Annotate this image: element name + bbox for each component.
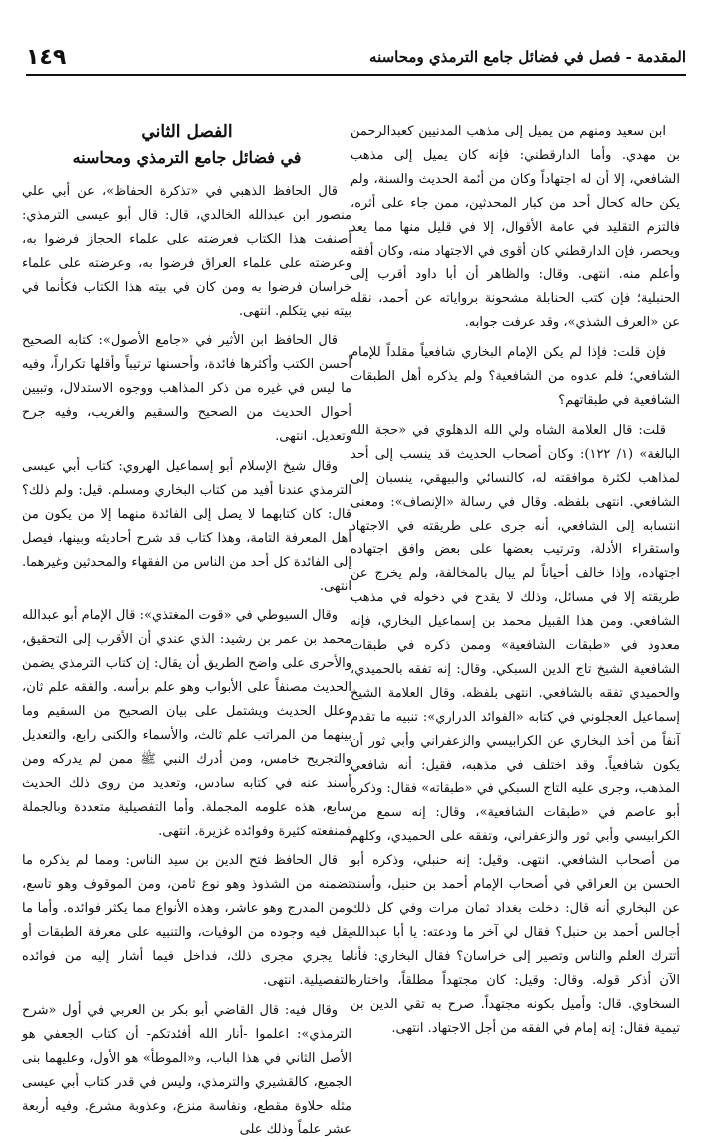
page-number: ١٤٩ bbox=[26, 44, 67, 70]
section-heading bbox=[22, 120, 352, 170]
paragraph: قلت: قال العلامة الشاه ولي الله الدهلوي في «حجة الله البالغة» (١/ ١٢٢): وكان أصحاب الحديث قد ينسب إلى أحد لمذاهب لكثرة موافقته له، كالنسائي والبيهقي، ينسبان إلى الشافعي. انتهى بلفظه. وقال في رسالة «الإنصاف»: ومعنى انتسابه إلى الشافعي، أنه جرى على طريقته في الاجتهاد واستقراء الأدلة، وترتيب بعضها على بعض وافق اجتهاده اجتهاده، وإذا خالف أحياناً لم يبال بالمخالفة، ولم يخرج عن طريقته إلا في مسائل، وذلك لا يقدح في دخوله في مذهب الشافعي. ومن هذا القبيل محمد بن إسماعيل البخاري، فإنه معدود في «طبقات الشافعية» وممن ذكره في طبقات الشافعية الشيخ تاج الدين السبكي. وقال: إنه تفقه بالحميدي، والحميدي تفقه بالشافعي. انتهى بلفظه. وقال العلامة الشيخ إسماعيل العجلوني في كتابه «الفوائد الدراري»: تنبيه ما تقدم آنفاً من أخذ البخاري عن الكرابيسي والزعفراني وأبي ثور أن يكون شافعياً. وقد اختلف في مذهبه، فقيل: أنه شافعي المذهب، وجرى عليه التاج السبكي في «طبقاته» فقال: وذكره أبو عاصم في «طبقات الشافعية»، وقال: إنه سمع من الكرابيسي وأبي ثور والزعفراني، وتفقه على الحميدي، وكلهم من أصحاب الشافعي. انتهى. وقيل: إنه حنبلي، وذكره أبو الحسن بن العراقي في أصحاب الإمام أحمد بن حنبل، وأسند عن البخاري أنه قال: دخلت بغداد ثمان مرات وفي كل ذلك أجالس أحمد بن حنبل؟ فقال لي آخر ما ودعته: يا أبا عبدالله أتترك العلم والناس وتصير إلى خراسان؟ فقال البخاري: فأنا الآن أذكر قوله. وقال: وقيل: كان مجتهداً مطلقاً، واختاره السخاوي. قال: وأميل بكونه مجتهداً. صرح به تقي الدين بن تيمية فقال: إنه إمام في الفقه من أجل الاجتهاد. انتهى. bbox=[350, 422, 680, 1036]
paragraph: وقال فيه: قال القاضي أبو بكر بن العربي في أول «شرح الترمذي»: اعلموا -أنار الله أفئدتكم- أن كتاب الجعفي هو الأصل الثاني في هذا الباب، و«الموطأ» هو الأول، وعليهما بنى الجميع، كالقشيري والترمذي، وليس في قدر كتاب أبي عيسى مثله حلاوة مقطع، ونفاسة منزع، وعذوبة مشرع. وفيه أربعة عشر علماً وذلك على bbox=[22, 1002, 352, 1138]
paragraph: ابن سعيد ومنهم من يميل إلى مذهب المدنيين كعبدالرحمن بن مهدي. وأما الدارقطني: فإنه كان يميل إلى مذهب الشافعي، إلا أن له اجتهاداً وكان من أئمة الحديث والسنة، ولم يكن حاله كحال أحد من كبار المحدثين، ممن جاء على أثره، فالتزم التقليد في عامة الأقوال، إلا في قليل منها مما يعد ويحصر، فإن الدارقطني كان أقوى في الاجتهاد منه، وكان أفقه وأعلم منه. انتهى. وقال: والظاهر أن أبا داود أقرب إلى الحنبلية؛ فإن كتب الحنابلة مشحونة برواياته عن أحمد، نقله عن «العرف الشذي»، وقد عرفت جوابه. bbox=[350, 124, 680, 331]
paragraph: وقال السيوطي في «قوت المغتذي»: قال الإمام أبو عبدالله محمد بن عمر بن رشيد: الذي عندي أن الأقرب إلى التحقيق، والأحرى على واضح الطريق أن يقال: إن كتاب الترمذي يضمن الحديث مصنفاً على الأبواب وهو علم برأسه. والفقه علم ثان، وعلل الحديث ويشتمل على بيان الصحيح من السقيم وما بينهما من المراتب علم ثالث، والأسماء والكنى رابع، والتعديل والتجريح خامس، ومن أدرك النبي ﷺ ممن لم يدركه ومن أسند عنه في كتابه سادس، وتعديد من روى ذلك الحديث سابع، هذه علومه المجملة. وأما التفصيلية متعددة وبالجملة فمنفعته كثيرة وفوائده غزيرة. انتهى. bbox=[22, 608, 352, 839]
section-subtitle: في فضائل جامع الترمذي ومحاسنه bbox=[72, 148, 302, 167]
left-column bbox=[22, 120, 352, 1138]
section-title: الفصل الثاني bbox=[141, 122, 233, 142]
paragraph: قال الحافظ فتح الدين بن سيد الناس: ومما لم يذكره ما تضمنه من الشذوذ وهو نوع ثامن، ومن الموقوف وهو تاسع، ومن المدرج وهو عاشر، وهذه الأنواع مما يكثر فوائده. وأما ما يقل فيه وجوده من الوفيات، والتنبيه على معرفة الطبقات أو ما يجري مجرى ذلك، فداخل فيما أشار إليه من فوائده التفصيلية. انتهى. bbox=[22, 853, 352, 988]
right-column bbox=[350, 120, 680, 1100]
running-title: المقدمة - فصل في فضائل جامع الترمذي ومحاسنه bbox=[369, 48, 686, 66]
paragraph: قال الحافظ الذهبي في «تذكرة الحفاظ»، عن أبي علي منصور ابن عبدالله الخالدي، قال: قال أبو عيسى الترمذي: أصنفت هذا الكتاب فعرضته على علماء الحجاز فرضوا به، وعرضته على علماء العراق فرضوا به، وعرضته على علماء خراسان فرضوا به ومن كان في بيته هذا الكتاب فكأنما في بيته نبي يتكلم. انتهى. bbox=[22, 184, 352, 319]
paragraph: قال الحافظ ابن الأثير في «جامع الأصول»: كتابه الصحيح أحسن الكتب وأكثرها فائدة، وأحسنها ترتيباً وأقلها تكراراً، وفيه ما ليس في غيره من ذكر المذاهب ووجوه الاستدلال، وتبيين أحوال الحديث من الصحيح والسقيم والغريب، وفيه جرح وتعديل. انتهى. bbox=[22, 333, 352, 445]
paragraph: فإن قلت: فإذا لم يكن الإمام البخاري شافعياً مقلداً للإمام الشافعي؛ فلم عدوه من الشافعية؟ ولم يذكره أهل الطبقات الشافعية في طبقاتهم؟ bbox=[350, 345, 680, 408]
paragraph: وقال شيخ الإسلام أبو إسماعيل الهروي: كتاب أبي عيسى الترمذي عندنا أفيد من كتاب البخاري ومسلم. قيل: ولم ذلك؟ قال: كان كتابهما لا يصل إلى الفائدة منهما إلا من يكون من أهل المعرفة التامة، وهذا كتاب قد شرح أحاديثه وبينها، فيصل إلى الفائدة كل أحد من الناس من الفقهاء والمحدثين وغيرهما. انتهى. bbox=[22, 458, 352, 594]
page-header bbox=[26, 40, 686, 76]
